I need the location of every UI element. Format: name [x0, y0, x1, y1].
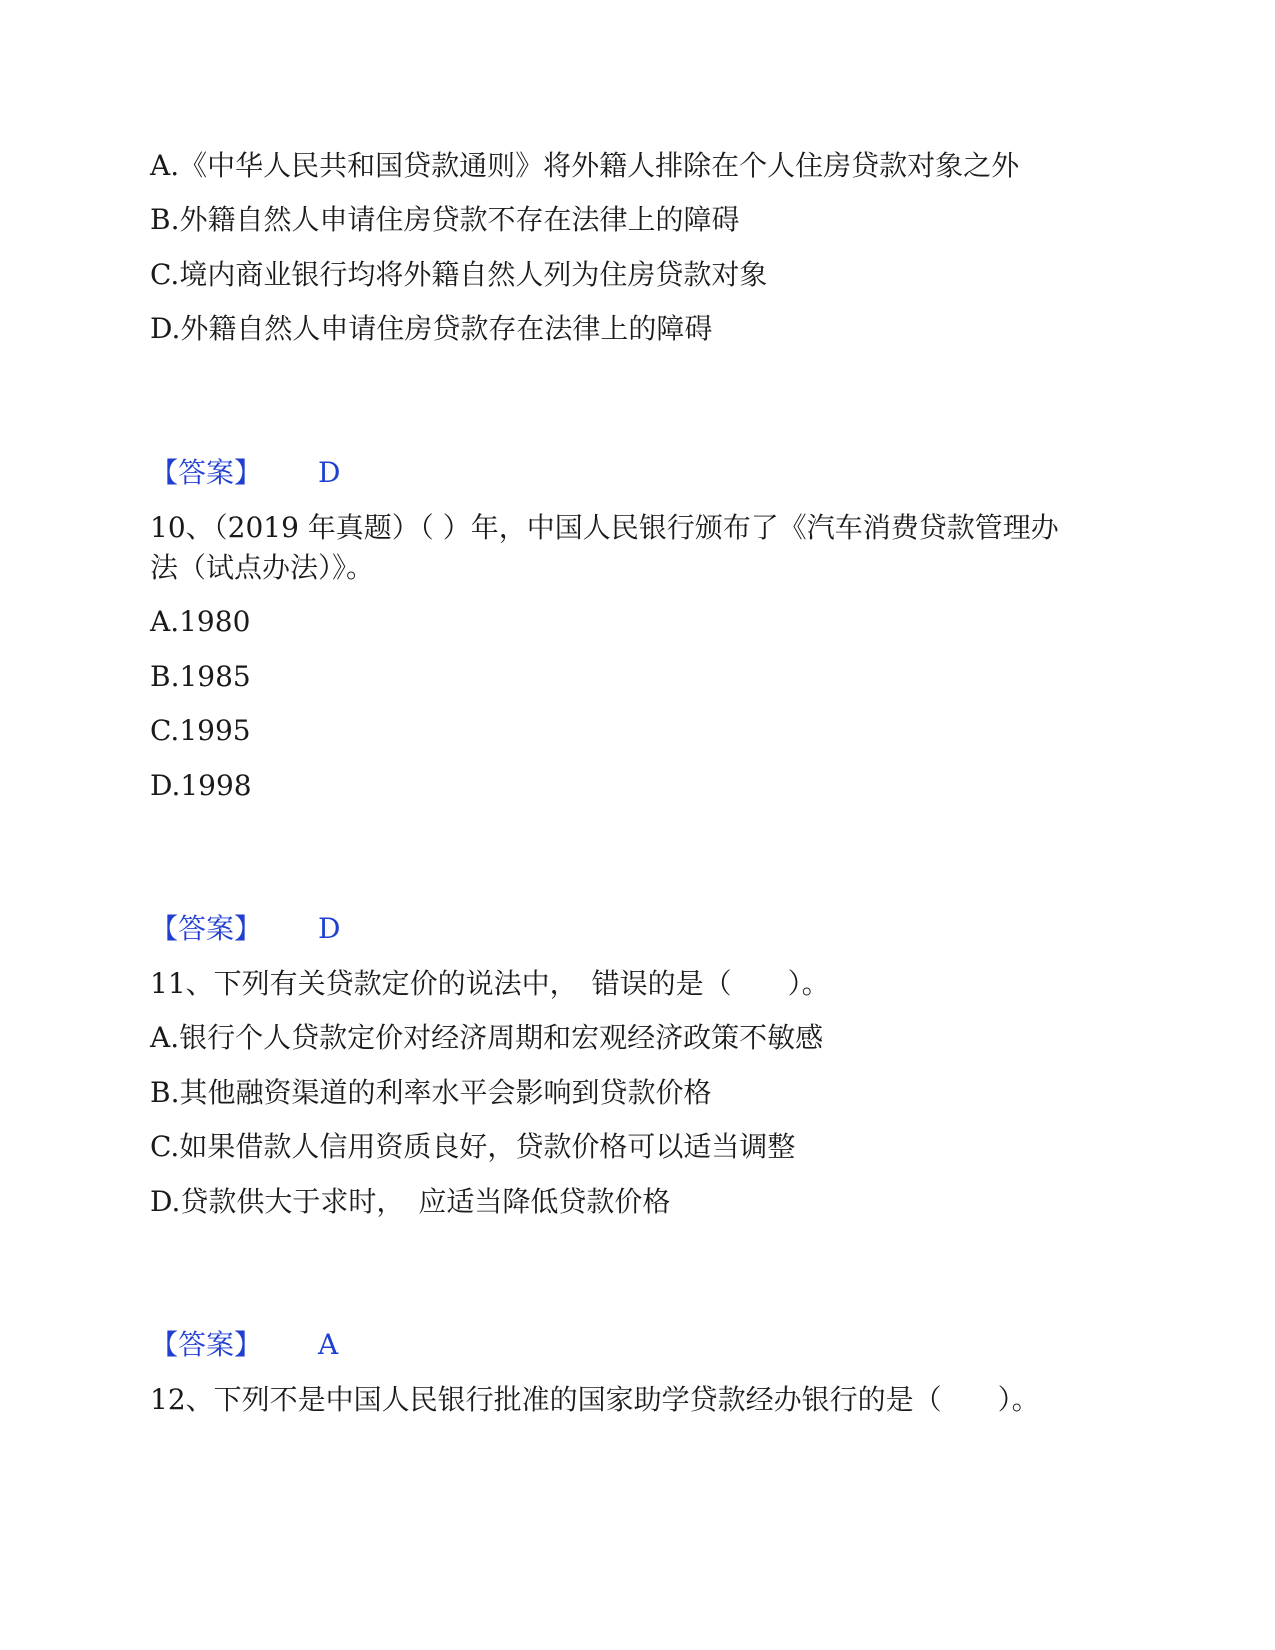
answer-value: D: [318, 912, 341, 945]
question-10-answer-row: [150, 911, 340, 947]
question-10-option-c: C.1995: [150, 714, 251, 747]
answer-label: 【答案】: [150, 456, 263, 489]
option-c: C.境内商业银行均将外籍自然人列为住房贷款对象: [150, 258, 768, 291]
question-10-option-b: B.1985: [150, 660, 251, 693]
question-11-answer-row: [150, 1327, 338, 1363]
question-10-option-d: D.1998: [150, 769, 252, 802]
question-11-option-c: C.如果借款人信用资质良好，贷款价格可以适当调整: [150, 1130, 796, 1163]
answer-label: 【答案】: [150, 1328, 263, 1361]
question-11-option-a: A.银行个人贷款定价对经济周期和宏观经济政策不敏感: [150, 1021, 824, 1054]
question-10-stem-line1: 10、（2019 年真题）（ ）年，中国人民银行颁布了《汽车消费贷款管理办: [150, 511, 1059, 544]
option-d: D.外籍自然人申请住房贷款存在法律上的障碍: [150, 312, 713, 345]
question-11-option-d: D.贷款供大于求时， 应适当降低贷款价格: [150, 1185, 671, 1218]
question-11-stem: 11、下列有关贷款定价的说法中， 错误的是（ ）。: [150, 967, 830, 1000]
question-10-option-a: A.1980: [150, 605, 251, 638]
option-a: A.《中华人民共和国贷款通则》将外籍人排除在个人住房贷款对象之外: [150, 149, 1020, 182]
answer-value: A: [318, 1328, 339, 1361]
answer-row: [150, 455, 340, 491]
answer-label: 【答案】: [150, 912, 263, 945]
question-12-stem: 12、下列不是中国人民银行批准的国家助学贷款经办银行的是（ ）。: [150, 1383, 1040, 1416]
question-11-option-b: B.其他融资渠道的利率水平会影响到贷款价格: [150, 1076, 712, 1109]
answer-value: D: [318, 456, 341, 489]
option-b: B.外籍自然人申请住房贷款不存在法律上的障碍: [150, 203, 740, 236]
question-10-stem-line2: 法（试点办法）》。: [150, 551, 375, 584]
